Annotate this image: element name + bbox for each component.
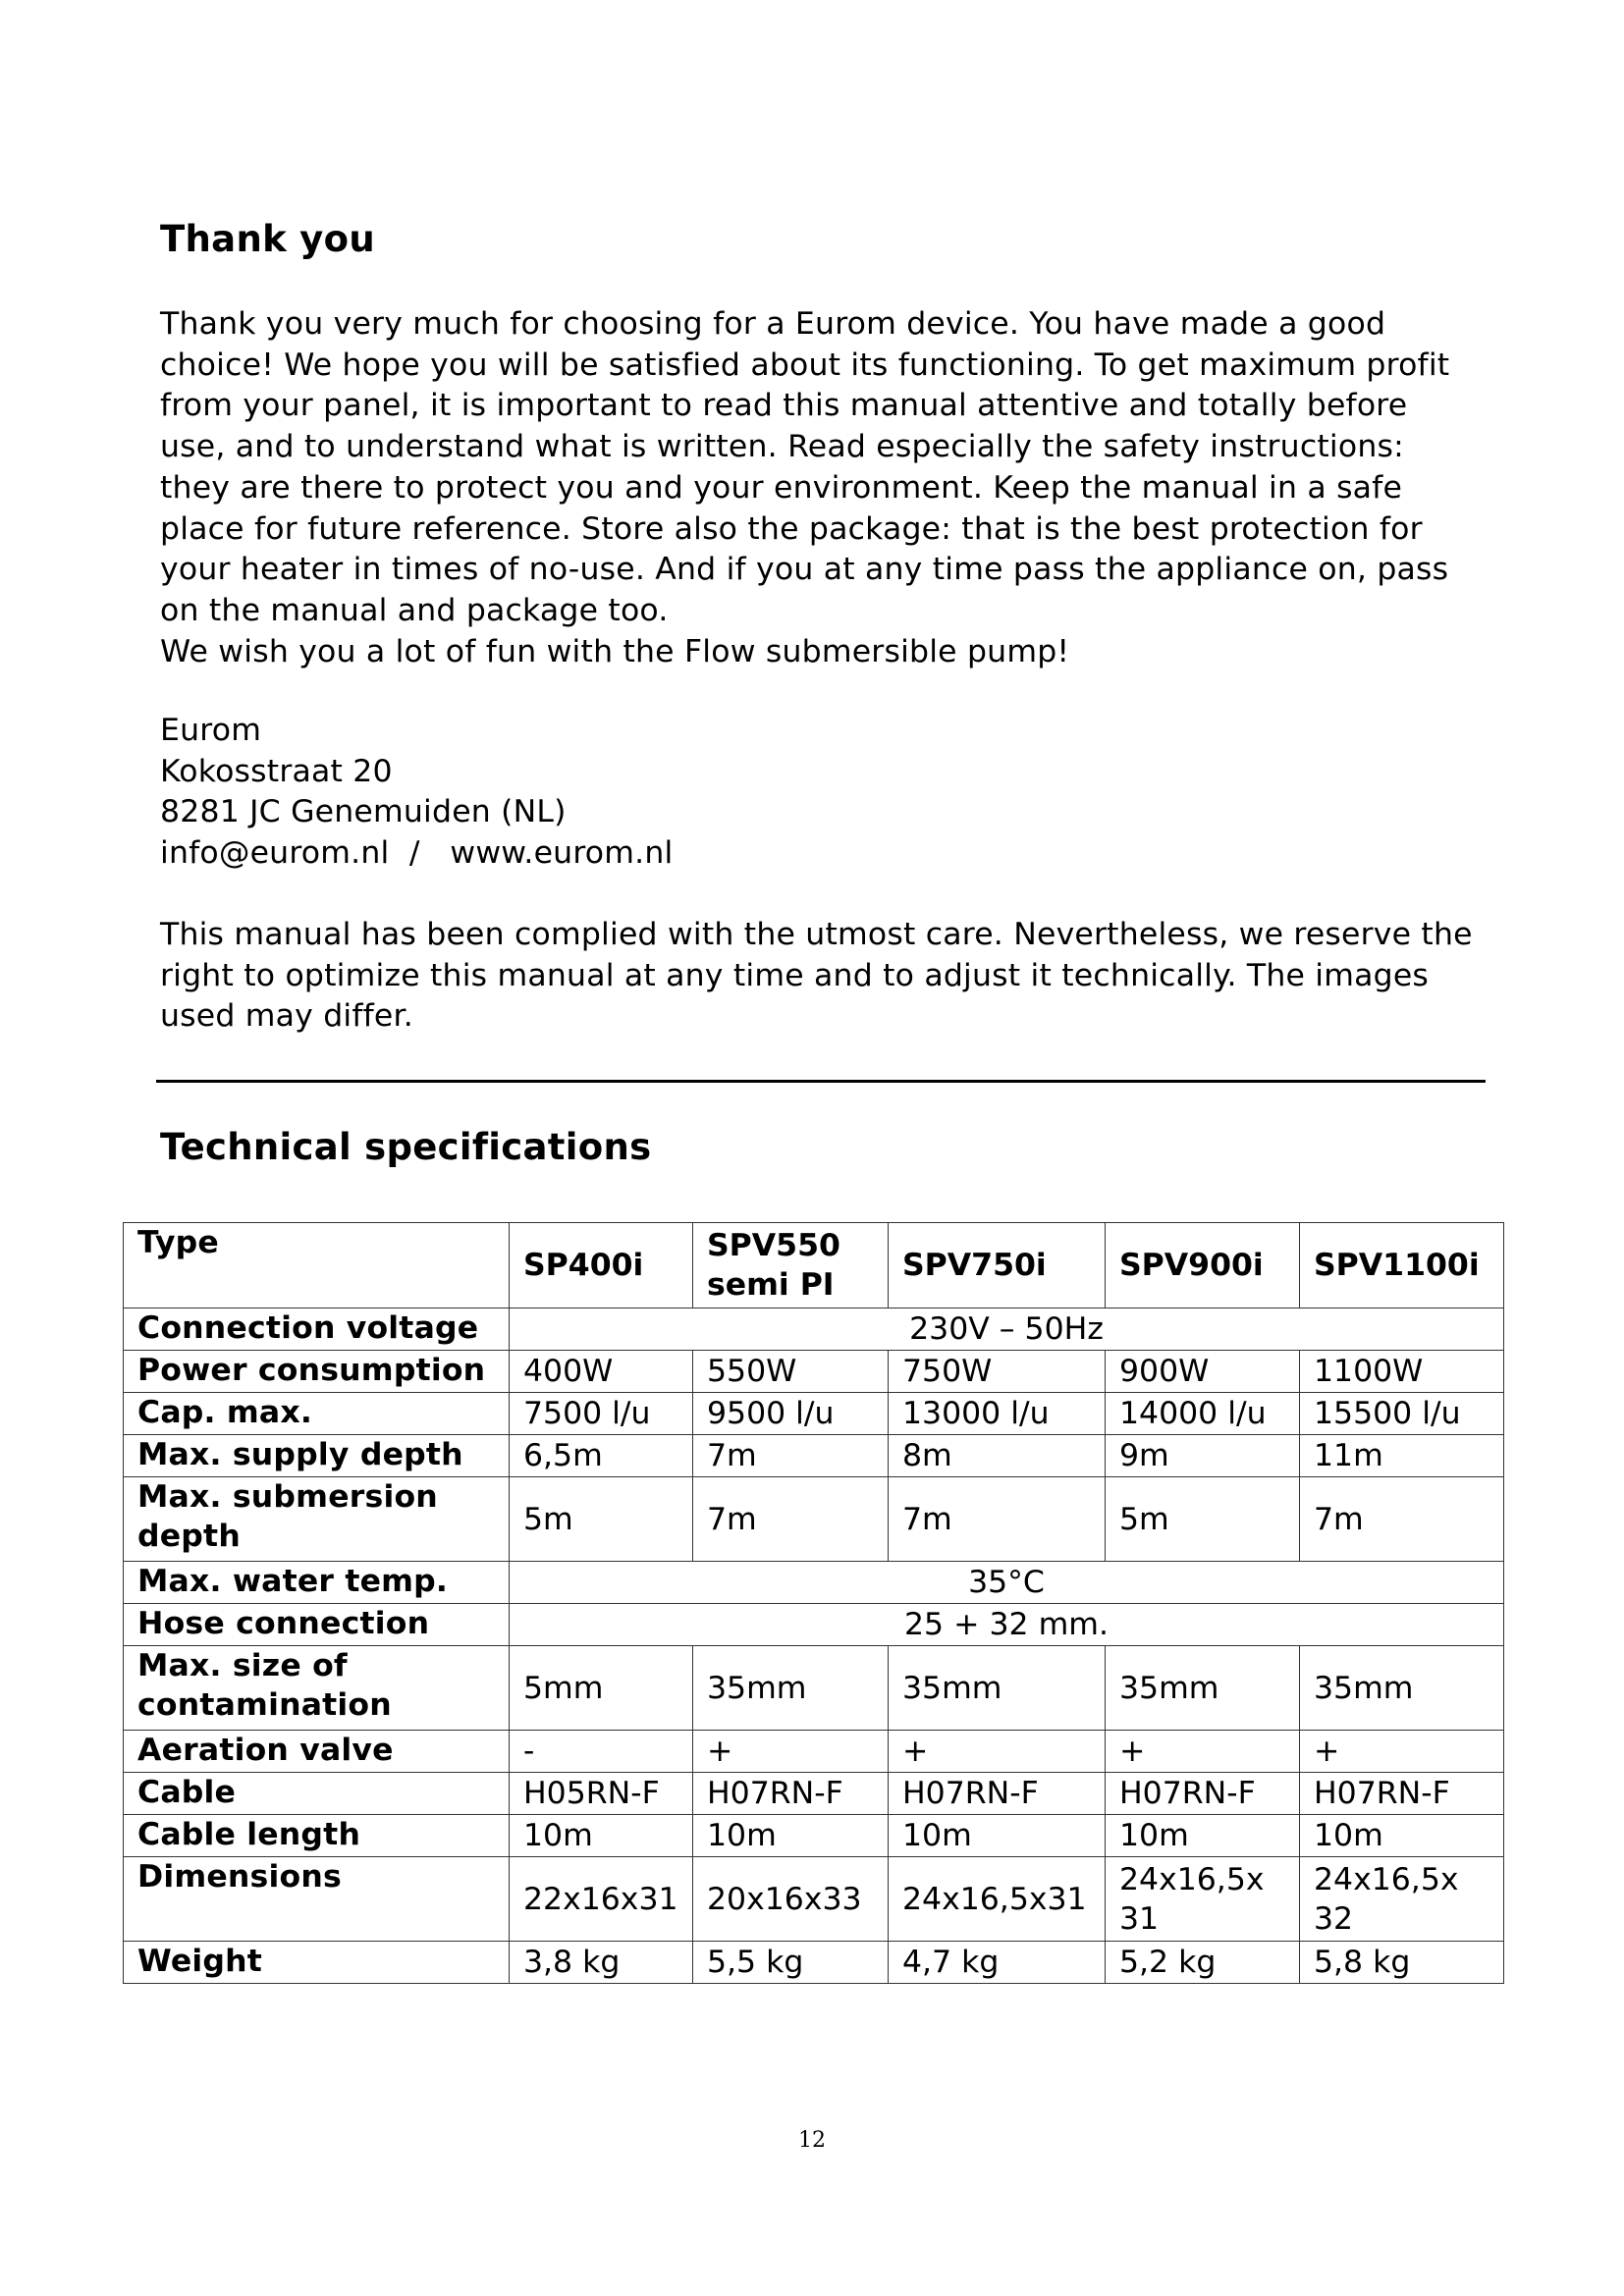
row-label-cell: Aeration valve — [124, 1731, 510, 1773]
disclaimer-paragraph — [160, 915, 1495, 1038]
value-cell: 10m — [889, 1815, 1106, 1857]
value-cell: 35mm — [1106, 1646, 1300, 1731]
value-cell: 7500 l/u — [510, 1393, 693, 1435]
website-link[interactable]: www.eurom.nl — [450, 835, 674, 872]
table-row — [124, 1815, 1504, 1857]
value-cell: 5,2 kg — [1106, 1942, 1300, 1984]
value-cell: 7m — [693, 1435, 889, 1477]
value-cell: 7m — [1300, 1477, 1504, 1562]
email-link[interactable]: info@eurom.nl — [160, 835, 390, 872]
page-number: 12 — [798, 2128, 826, 2153]
intro-line: Thank you very much for choosing for a Eurom device. You have made a good — [160, 306, 1386, 342]
value-cell: 5m — [1106, 1477, 1300, 1562]
type-label-cell: Type — [124, 1223, 510, 1308]
disclaimer-line: This manual has been complied with the utmost care. Nevertheless, we reserve the — [160, 917, 1473, 952]
value-cell: H07RN-F — [1300, 1773, 1504, 1815]
value-cell: 5m — [510, 1477, 693, 1562]
table-row — [124, 1773, 1504, 1815]
value-cell: 550W — [693, 1351, 889, 1393]
value-cell: 900W — [1106, 1351, 1300, 1393]
table-row — [124, 1646, 1504, 1731]
table-row — [124, 1857, 1504, 1942]
value-cell: 750W — [889, 1351, 1106, 1393]
table-row — [124, 1351, 1504, 1393]
spanning-value-cell: 25 + 32 mm. — [510, 1604, 1504, 1646]
value-cell: 9500 l/u — [693, 1393, 889, 1435]
row-label-cell: Cable — [124, 1773, 510, 1815]
value-cell: 1100W — [1300, 1351, 1504, 1393]
value-cell: H07RN-F — [1106, 1773, 1300, 1815]
row-label-cell: Power consumption — [124, 1351, 510, 1393]
value-cell: 10m — [1106, 1815, 1300, 1857]
value-cell: 10m — [1300, 1815, 1504, 1857]
value-cell: 13000 l/u — [889, 1393, 1106, 1435]
value-cell: 15500 l/u — [1300, 1393, 1504, 1435]
value-cell: 9m — [1106, 1435, 1300, 1477]
table-row — [124, 1308, 1504, 1351]
model-header-cell: SPV900i — [1106, 1223, 1300, 1308]
street-address: Kokosstraat 20 — [160, 753, 393, 789]
value-cell: 3,8 kg — [510, 1942, 693, 1984]
row-label-cell: Dimensions — [124, 1857, 510, 1942]
intro-paragraph — [160, 304, 1495, 672]
contact-line — [160, 833, 1495, 875]
intro-line: they are there to protect you and your environment. Keep the manual in a safe — [160, 469, 1403, 506]
row-label-cell: Connection voltage — [124, 1308, 510, 1351]
company-name: Eurom — [160, 713, 262, 748]
address-block — [160, 711, 1495, 875]
value-cell: 4,7 kg — [889, 1942, 1106, 1984]
table-row — [124, 1435, 1504, 1477]
spec-table — [123, 1222, 1504, 1984]
model-header-cell: SPV550 semi PI — [693, 1223, 889, 1308]
row-label-cell: Max. size of contamination — [124, 1646, 510, 1731]
row-label-cell: Max. submersion depth — [124, 1477, 510, 1562]
value-cell: 7m — [889, 1477, 1106, 1562]
specs-heading: Technical specifications — [160, 1126, 652, 1168]
contact-separator: / — [408, 835, 420, 872]
disclaimer-line: used may differ. — [160, 998, 413, 1035]
value-cell: 22x16x31 — [510, 1857, 693, 1942]
model-header-cell: SP400i — [510, 1223, 693, 1308]
thank-you-heading: Thank you — [160, 218, 375, 260]
city-address: 8281 JC Genemuiden (NL) — [160, 794, 567, 830]
intro-line: place for future reference. Store also the package: that is the best protection for — [160, 510, 1423, 547]
value-cell: 5mm — [510, 1646, 693, 1731]
value-cell: 11m — [1300, 1435, 1504, 1477]
table-row — [124, 1477, 1504, 1562]
section-divider — [156, 1080, 1486, 1083]
intro-line: on the manual and package too. — [160, 592, 669, 628]
value-cell: 24x16,5x31 — [889, 1857, 1106, 1942]
table-row — [124, 1942, 1504, 1984]
value-cell: + — [1300, 1731, 1504, 1773]
table-row — [124, 1393, 1504, 1435]
value-cell: 5,5 kg — [693, 1942, 889, 1984]
value-cell: + — [1106, 1731, 1300, 1773]
row-label-cell: Max. water temp. — [124, 1562, 510, 1604]
value-cell: 6,5m — [510, 1435, 693, 1477]
intro-line: your heater in times of no-use. And if you at any time pass the appliance on, pass — [160, 552, 1449, 588]
value-cell: 5,8 kg — [1300, 1942, 1504, 1984]
row-label-cell: Max. supply depth — [124, 1435, 510, 1477]
value-cell: 24x16,5x 32 — [1300, 1857, 1504, 1942]
value-cell: 400W — [510, 1351, 693, 1393]
value-cell: 8m — [889, 1435, 1106, 1477]
value-cell: + — [693, 1731, 889, 1773]
value-cell: - — [510, 1731, 693, 1773]
row-label-cell: Cap. max. — [124, 1393, 510, 1435]
value-cell: 14000 l/u — [1106, 1393, 1300, 1435]
table-row — [124, 1562, 1504, 1604]
value-cell: + — [889, 1731, 1106, 1773]
spanning-value-cell: 35°C — [510, 1562, 1504, 1604]
value-cell: H05RN-F — [510, 1773, 693, 1815]
spanning-value-cell: 230V – 50Hz — [510, 1308, 1504, 1351]
table-row — [124, 1604, 1504, 1646]
row-label-cell: Weight — [124, 1942, 510, 1984]
model-header-cell: SPV1100i — [1300, 1223, 1504, 1308]
disclaimer-line: right to optimize this manual at any time and to adjust it technically. The images — [160, 957, 1430, 993]
model-header-cell: SPV750i — [889, 1223, 1106, 1308]
intro-line: We wish you a lot of fun with the Flow submersible pump! — [160, 633, 1070, 669]
value-cell: 7m — [693, 1477, 889, 1562]
value-cell: 35mm — [1300, 1646, 1504, 1731]
value-cell: 10m — [510, 1815, 693, 1857]
row-label-cell: Hose connection — [124, 1604, 510, 1646]
row-label-cell: Cable length — [124, 1815, 510, 1857]
value-cell: 20x16x33 — [693, 1857, 889, 1942]
intro-line: use, and to understand what is written. Read especially the safety instructions: — [160, 429, 1404, 465]
intro-line: choice! We hope you will be satisfied about its functioning. To get maximum profit — [160, 347, 1450, 383]
table-header-row — [124, 1223, 1504, 1308]
intro-line: from your panel, it is important to read this manual attentive and totally before — [160, 388, 1408, 424]
value-cell: 24x16,5x 31 — [1106, 1857, 1300, 1942]
table-row — [124, 1731, 1504, 1773]
value-cell: H07RN-F — [889, 1773, 1106, 1815]
value-cell: 35mm — [693, 1646, 889, 1731]
value-cell: 10m — [693, 1815, 889, 1857]
value-cell: H07RN-F — [693, 1773, 889, 1815]
value-cell: 35mm — [889, 1646, 1106, 1731]
